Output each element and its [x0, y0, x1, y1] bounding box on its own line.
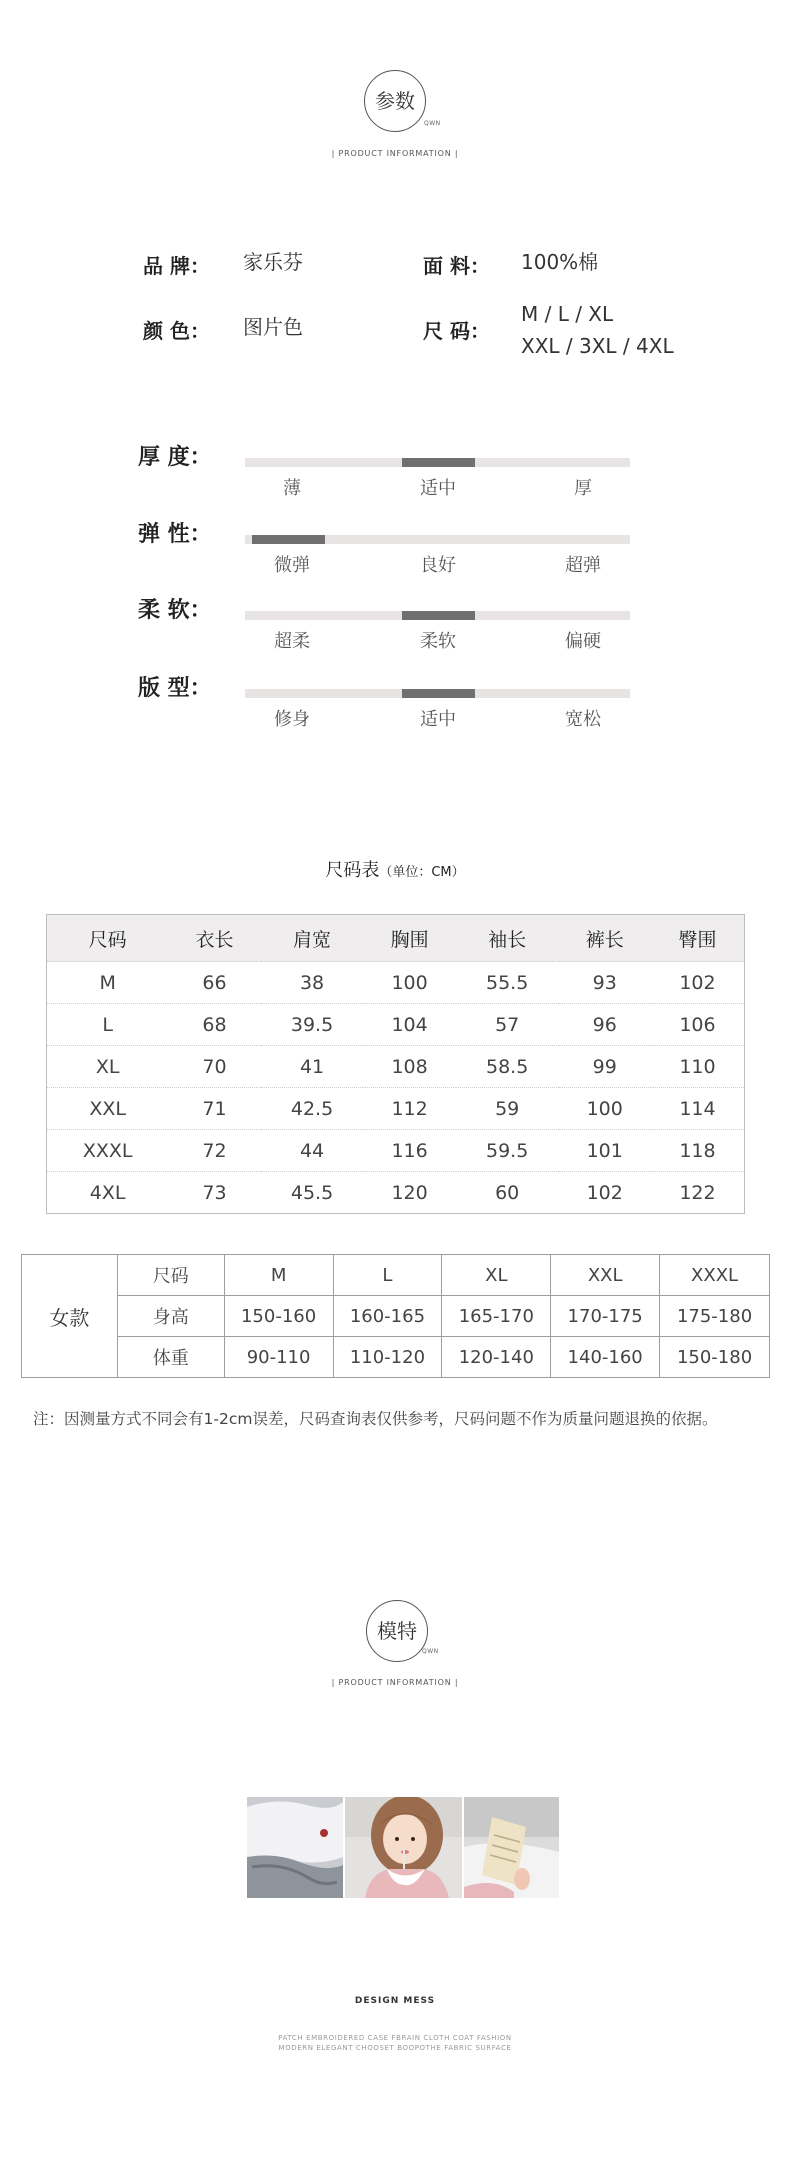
gauge-label: 厚 度：	[138, 445, 212, 470]
gauge-option: 宽松	[565, 709, 601, 730]
size-table-cell: 72	[168, 1130, 260, 1172]
params-badge-title: 参数	[375, 89, 415, 113]
size-table-title	[0, 856, 790, 882]
female-table-cell: 170-175	[551, 1296, 660, 1337]
brand-value: 家乐芬	[243, 250, 303, 274]
model-badge-title: 模特	[377, 1619, 417, 1643]
female-table-cell: 尺码	[117, 1255, 224, 1296]
color-label: 颜 色：	[143, 319, 210, 343]
size-table-cell: 104	[363, 1004, 455, 1046]
size-table-cell: 120	[363, 1172, 455, 1214]
size-table-cell: 102	[559, 1172, 651, 1214]
gauge-option: 微弹	[274, 555, 310, 576]
size-table-cell: XXXL	[47, 1130, 169, 1172]
gauge-option: 超弹	[565, 555, 601, 576]
size-table-cell: 99	[559, 1046, 651, 1088]
size-table-cell: 58.5	[456, 1046, 559, 1088]
material-value: 100%棉	[521, 250, 599, 274]
size-table-cell: 42.5	[261, 1088, 364, 1130]
size-table-cell: 45.5	[261, 1172, 364, 1214]
size-table-header	[47, 915, 745, 962]
params-info-line: | PRODUCT INFORMATION |	[331, 149, 459, 158]
size-table-cell: 71	[168, 1088, 260, 1130]
female-table-cell: XL	[442, 1255, 551, 1296]
size-table-header-cell: 胸围	[363, 915, 455, 962]
size-table	[46, 914, 745, 1214]
table-row	[47, 1172, 745, 1214]
size-value-2: XXL / 3XL / 4XL	[521, 334, 674, 358]
size-table-header-cell: 袖长	[456, 915, 559, 962]
female-table-cell: XXL	[551, 1255, 660, 1296]
female-table-body	[22, 1255, 770, 1378]
size-table-cell: XXL	[47, 1088, 169, 1130]
gauge-fill	[402, 458, 475, 467]
table-row	[47, 1004, 745, 1046]
size-table-cell: 110	[651, 1046, 745, 1088]
gauge-track	[245, 689, 630, 698]
gauge-option: 适中	[420, 709, 456, 730]
brand-label: 品 牌：	[143, 254, 210, 278]
female-tag: 女款	[22, 1255, 118, 1378]
model-badge	[366, 1600, 428, 1662]
size-table-cell: 66	[168, 962, 260, 1004]
size-table-header-cell: 衣长	[168, 915, 260, 962]
gauge-option: 偏硬	[565, 631, 601, 652]
size-table-cell: 108	[363, 1046, 455, 1088]
table-row	[22, 1337, 770, 1378]
female-table-cell: 150-160	[224, 1296, 333, 1337]
size-table-cell: 118	[651, 1130, 745, 1172]
female-table-cell: 110-120	[333, 1337, 442, 1378]
female-table-cell: L	[333, 1255, 442, 1296]
color-value: 图片色	[243, 315, 303, 339]
table-row	[47, 1046, 745, 1088]
gauge-option: 柔软	[420, 631, 456, 652]
gauge-option: 良好	[420, 555, 456, 576]
female-table-cell: 140-160	[551, 1337, 660, 1378]
size-table-cell: 59	[456, 1088, 559, 1130]
size-table-cell: M	[47, 962, 169, 1004]
measurement-note: 注：因测量方式不同会有1-2cm误差，尺码查询表仅供参考，尺码问题不作为质量问题退换的依据。	[33, 1410, 718, 1428]
size-table-cell: 73	[168, 1172, 260, 1214]
female-table-cell: 120-140	[442, 1337, 551, 1378]
table-row	[22, 1296, 770, 1337]
size-table-cell: 116	[363, 1130, 455, 1172]
size-table-header-cell: 裤长	[559, 915, 651, 962]
size-table-cell: 68	[168, 1004, 260, 1046]
table-row	[22, 1255, 770, 1296]
table-row	[47, 1130, 745, 1172]
model-photo-left	[247, 1797, 343, 1898]
female-table-cell: XXXL	[660, 1255, 770, 1296]
footer-title: DESIGN MESS	[354, 1996, 436, 2006]
female-table-cell: 身高	[117, 1296, 224, 1337]
size-table-title-text: 尺码表	[325, 860, 380, 881]
size-table-cell: 70	[168, 1046, 260, 1088]
size-table-cell: 55.5	[456, 962, 559, 1004]
size-table-header-cell: 肩宽	[261, 915, 364, 962]
size-table-cell: XL	[47, 1046, 169, 1088]
female-table-cell: 160-165	[333, 1296, 442, 1337]
footer-line-2: MODERN ELEGANT CHOOSET BOOPOTHE FABRIC SURFACE	[278, 2044, 512, 2052]
size-table-cell: 122	[651, 1172, 745, 1214]
gauge-option: 薄	[283, 478, 301, 499]
size-value-1: M / L / XL	[521, 302, 614, 326]
size-table-cell: 102	[651, 962, 745, 1004]
footer-line-1: PATCH EMBROIDERED CASE FBRAIN CLOTH COAT FASHION	[278, 2034, 512, 2042]
params-badge-sub: QWN	[424, 120, 441, 127]
female-table-cell: M	[224, 1255, 333, 1296]
female-table-cell: 90-110	[224, 1337, 333, 1378]
size-table-cell: 38	[261, 962, 364, 1004]
gauge-fill	[402, 689, 475, 698]
size-table-cell: 114	[651, 1088, 745, 1130]
material-label: 面 料：	[423, 254, 490, 278]
size-table-cell: 39.5	[261, 1004, 364, 1046]
size-table-header-cell: 臀围	[651, 915, 745, 962]
gauge-option: 超柔	[274, 631, 310, 652]
size-table-cell: 100	[559, 1088, 651, 1130]
size-table-cell: 101	[559, 1130, 651, 1172]
gauge-option: 厚	[574, 478, 592, 499]
size-label: 尺 码：	[423, 319, 490, 343]
female-table-cell: 175-180	[660, 1296, 770, 1337]
size-table-header-cell: 尺码	[47, 915, 169, 962]
size-table-cell: 57	[456, 1004, 559, 1046]
gauge-track	[245, 458, 630, 467]
female-size-table	[21, 1254, 770, 1378]
table-row	[47, 1088, 745, 1130]
female-table-cell: 体重	[117, 1337, 224, 1378]
size-table-cell: L	[47, 1004, 169, 1046]
size-table-cell: 4XL	[47, 1172, 169, 1214]
gauge-label: 版 型：	[138, 676, 212, 701]
gauge-track	[245, 535, 630, 544]
size-table-cell: 96	[559, 1004, 651, 1046]
table-row	[47, 962, 745, 1004]
gauge-option: 修身	[274, 709, 310, 730]
size-table-cell: 100	[363, 962, 455, 1004]
model-info-line: | PRODUCT INFORMATION |	[331, 1678, 459, 1687]
gauge-label: 弹 性：	[138, 522, 212, 547]
female-table-cell: 150-180	[660, 1337, 770, 1378]
female-table-cell: 165-170	[442, 1296, 551, 1337]
size-table-cell: 44	[261, 1130, 364, 1172]
params-badge	[364, 70, 426, 132]
size-table-cell: 60	[456, 1172, 559, 1214]
model-badge-sub: QWN	[422, 1648, 439, 1655]
size-table-cell: 106	[651, 1004, 745, 1046]
model-photo-right	[464, 1797, 559, 1898]
gauge-fill	[402, 611, 475, 620]
gauge-label: 柔 软：	[138, 598, 212, 623]
size-table-cell: 59.5	[456, 1130, 559, 1172]
gauge-fill	[252, 535, 325, 544]
size-table-cell: 41	[261, 1046, 364, 1088]
gauge-option: 适中	[420, 478, 456, 499]
size-table-body	[47, 962, 745, 1214]
size-table-cell: 93	[559, 962, 651, 1004]
gauge-track	[245, 611, 630, 620]
model-photo-center	[345, 1797, 462, 1898]
size-table-unit: （单位：CM）	[379, 865, 465, 880]
size-table-cell: 112	[363, 1088, 455, 1130]
